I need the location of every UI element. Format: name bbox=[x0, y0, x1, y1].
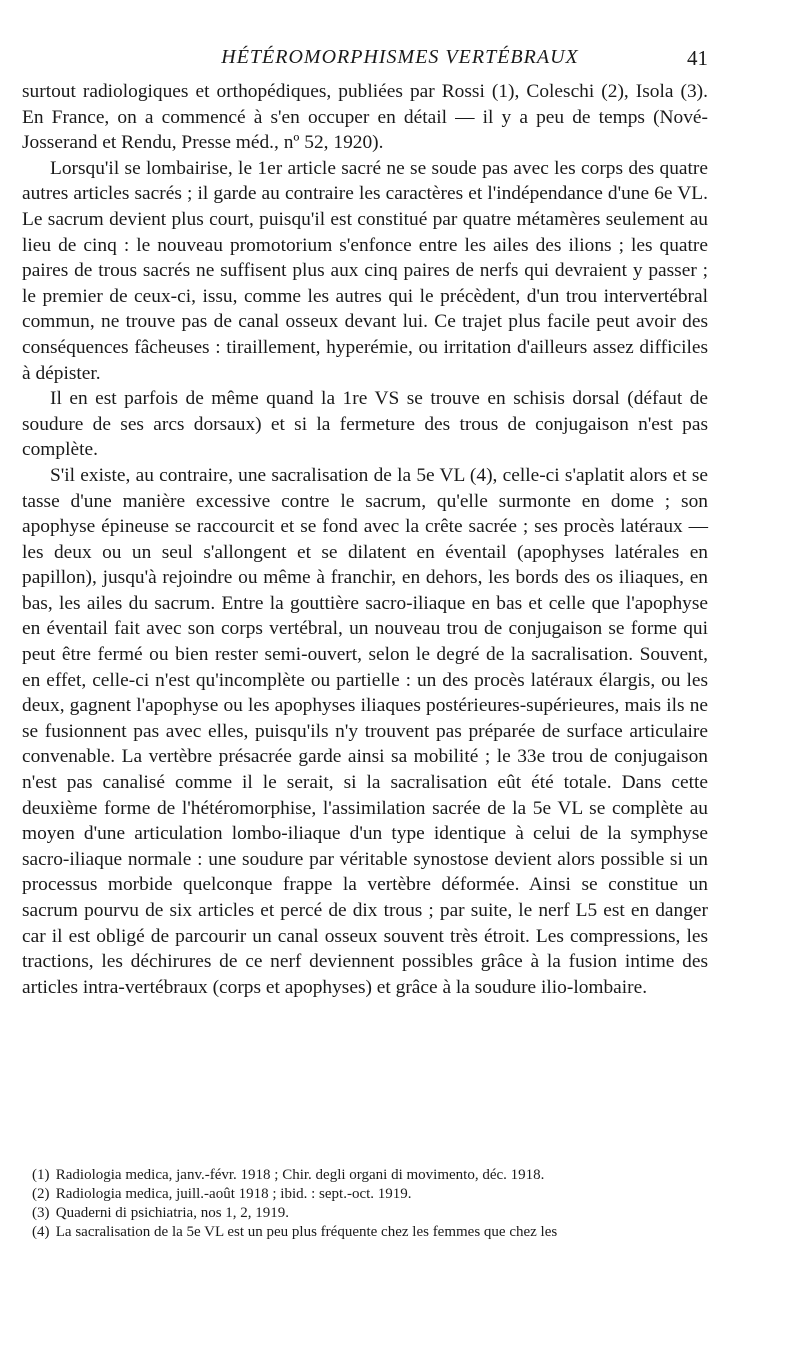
footnote-text: Radiologia medica, juill.-août 1918 ; ibid. : sept.-oct. 1919. bbox=[55, 1186, 412, 1202]
footnote-text: Quaderni di psichiatria, nos 1, 2, 1919. bbox=[55, 1205, 290, 1221]
footnote bbox=[32, 1204, 708, 1223]
footnote-number: (2) bbox=[32, 1186, 50, 1202]
footnote-text: La sacralisation de la 5e VL est un peu plus fréquente chez les femmes que chez les bbox=[55, 1224, 558, 1240]
footnote-number: (1) bbox=[32, 1167, 50, 1183]
paragraph: S'il existe, au contraire, une sacralisation de la 5e VL (4), celle-ci s'aplatit alors et se tasse d'une manière excessive contre le sacrum, qu'elle surmonte en dome ; son apophyse épineuse se raccourcit et se fond avec la crête sacrée ; ses procès latéraux — les deux ou un seul s'allongent et se dilatent en éventail (apophyses latérales en papillon), jusqu'à rejoindre ou même à franchir, en dehors, les bords des os iliaques, en bas, les ailes du sacrum. Entre la gouttière sacro-iliaque en bas et celle que l'apophyse en éventail fait avec son corps vertébral, un nouveau trou de conjugaison se forme qui peut être fermé ou bien rester semi-ouvert, selon le degré de la sacralisation. Souvent, en effet, celle-ci n'est qu'incomplète ou partielle : un des procès latéraux élargis, ou les deux, gagnent l'apophyse ou les apophyses iliaques postérieures-supérieures, mais ils ne se fusionnent pas avec elles, puisqu'ils n'y trouvent pas préparée de surface articulaire convenable. La vertèbre présacrée garde ainsi sa mobilité ; le 33e trou de conjugaison n'est pas canalisé comme il le serait, si la sacralisation eût été totale. Dans cette deuxième forme de l'hétéromorphise, l'assimilation sacrée de la 5e VL se complète au moyen d'une articulation lombo-iliaque d'un type identique à celui de la symphyse sacro-iliaque normale : une soudure par véritable synostose devient alors possible si un processus morbide quelconque frappe la vertèbre déformée. Ainsi se constitue un sacrum pourvu de six articles et percé de dix trous ; par suite, le nerf L5 est en danger car il est obligé de parcourir un canal osseux souvent très étroit. Les compressions, les tractions, les déchirures de ce nerf deviennent possibles grâce à la fusion intime des articles intra-vertébraux (corps et apophyses) et grâce à la soudure ilio-lombaire. bbox=[22, 464, 708, 998]
paragraph: Lorsqu'il se lombairise, le 1er article sacré ne se soude pas avec les corps des quatre autres articles sacrés ; il garde au contraire les caractères et l'indépendance d'une 6e VL. Le sacrum devient plus court, puisqu'il est constitué par quatre métamères seulement au lieu de cinq : le nouveau promotorium s'enfonce entre les ailes des ilions ; les quatre paires de trous sacrés ne suffisent plus aux cinq paires de nerfs qui devraient y passer ; le premier de ceux-ci, issu, comme les autres qui le précèdent, d'un trou intervertébral commun, ne trouve pas de canal osseux devant lui. Ce trajet plus facile peut avoir des conséquences fâcheuses : tiraillement, hyperémie, ou irritation d'ailleurs assez difficiles à dépister. bbox=[22, 157, 708, 384]
body-text bbox=[22, 79, 708, 1000]
footnote bbox=[32, 1223, 708, 1242]
footnote bbox=[32, 1166, 708, 1185]
page-number: 41 bbox=[687, 46, 708, 70]
paragraph: surtout radiologiques et orthopédiques, publiées par Rossi (1), Coleschi (2), Isola (3). En France, on a commencé à s'en occuper en détail — il y a peu de temps (Nové-Josserand et Rendu, Presse méd., nº 52, 1920). bbox=[22, 81, 708, 154]
footnote-number: (4) bbox=[32, 1224, 50, 1240]
paragraph: Il en est parfois de même quand la 1re VS se trouve en schisis dorsal (défaut de soudure de ses arcs dorsaux) et si la fermeture des trous de conjugaison n'est pas complète. bbox=[22, 388, 708, 461]
page-header bbox=[0, 46, 800, 78]
footnote-number: (3) bbox=[32, 1205, 50, 1221]
running-title: HÉTÉROMORPHISMES VERTÉBRAUX bbox=[221, 46, 579, 68]
footnote bbox=[32, 1185, 708, 1204]
footnote-text: Radiologia medica, janv.-févr. 1918 ; Chir. degli organi di movimento, déc. 1918. bbox=[55, 1167, 545, 1183]
footnotes bbox=[32, 1166, 708, 1242]
